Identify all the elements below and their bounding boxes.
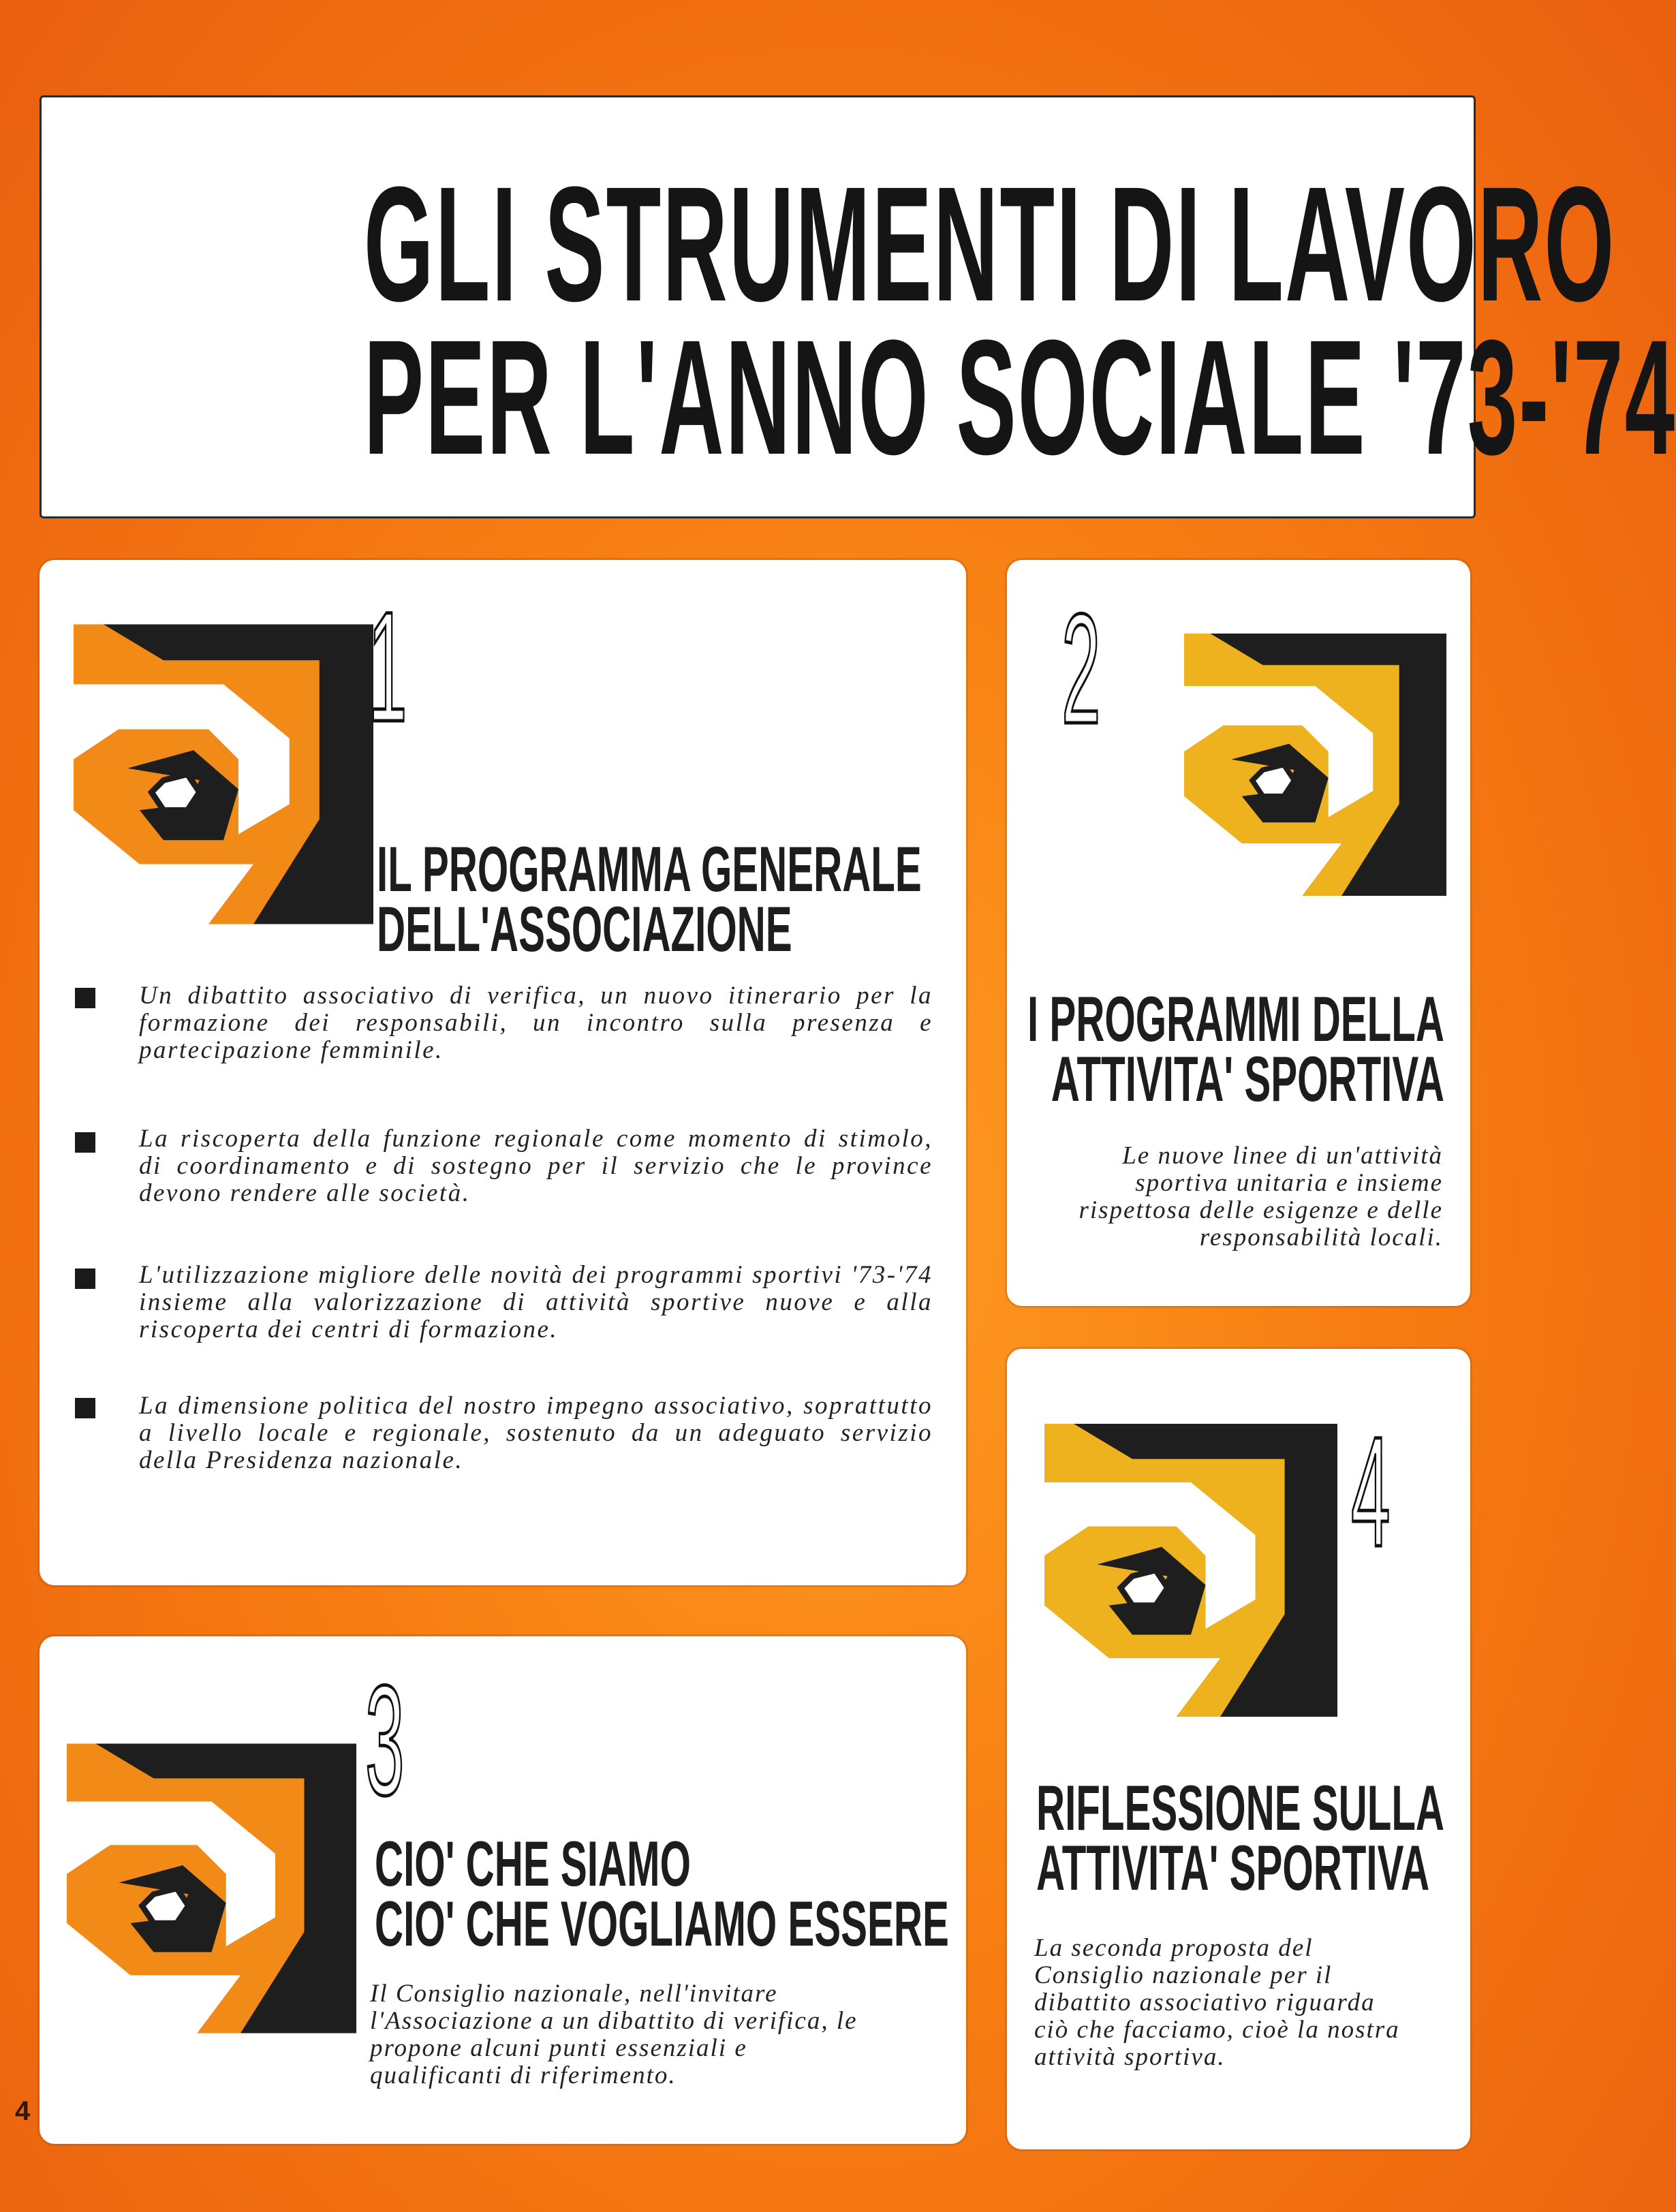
title-line-1: GLI STRUMENTI DI LAVORO	[363, 153, 1616, 335]
section-1-bullet-4: La dimensione politica del nostro impegno associativo, soprattutto a livello locale e regionale, sostenuto da un adeguato servizio della Presidenza nazionale.	[139, 1392, 933, 1474]
section-2-heading-line-2: ATTIVITA' SPORTIVA	[1051, 1043, 1444, 1115]
bullet-marker	[75, 1398, 95, 1418]
section-1-bullet-2: La riscoperta della funzione regionale come momento di stimolo, di coordinamento e di sostegno per il servizio che le province devono rendere alle società.	[139, 1125, 933, 1207]
section-2-heading-line-1: I PROGRAMMI DELLA	[1027, 983, 1444, 1055]
title-line-2: PER L'ANNO SOCIALE '73-'74	[363, 306, 1676, 488]
section-2-text: Le nuove linee di un'attività sportiva unitaria e insieme rispettosa delle esigenze e delle responsabilità locali.	[1078, 1142, 1443, 1251]
section-1-panel	[40, 560, 966, 1585]
section-2-panel	[1007, 560, 1470, 1306]
bullet-marker	[75, 988, 95, 1008]
section-1-bullet-1: Un dibattito associativo di verifica, un nuovo itinerario per la formazione dei responsabili, un incontro sulla presenza e partecipazione femminile.	[139, 982, 933, 1064]
section-1-heading-line-1: IL PROGRAMMA GENERALE	[377, 833, 922, 905]
section-3-text: Il Consiglio nazionale, nell'invitare l'Associazione a un dibattito di verifica, le propone alcuni punti essenziali e qualificanti di riferimento.	[370, 1980, 858, 2089]
section-3-heading-line-2: CIO' CHE VOGLIAMO ESSERE	[375, 1888, 949, 1959]
section-4-panel	[1007, 1349, 1470, 2149]
section-4-text: La seconda proposta del Consiglio nazionale per il dibattito associativo riguarda ciò che facciamo, cioè la nostra attività sportiva.	[1034, 1934, 1400, 2071]
section-1-number: 1	[368, 579, 407, 754]
section-3-panel	[40, 1636, 966, 2144]
bullet-marker	[75, 1268, 95, 1289]
section-2-number: 2	[1061, 581, 1101, 756]
section-3-number: 3	[365, 1653, 405, 1828]
section-1-heading-line-2: DELL'ASSOCIAZIONE	[377, 893, 792, 965]
section-4-heading-line-1: RIFLESSIONE SULLA	[1036, 1772, 1445, 1843]
spiral-logo-icon	[1044, 1380, 1337, 1761]
section-4-heading-line-2: ATTIVITA' SPORTIVA	[1036, 1832, 1430, 1903]
title-box	[40, 95, 1676, 518]
spiral-logo-icon	[67, 1677, 356, 2100]
section-4-number: 4	[1351, 1404, 1391, 1579]
section-1-bullet-3: L'utilizzazione migliore delle novità dei programmi sportivi '73-'74 insieme alla valorizzazione di attività sportive nuove e alla riscoperta dei centri di formazione.	[139, 1261, 933, 1343]
section-3-heading-line-1: CIO' CHE SIAMO	[375, 1828, 691, 1899]
spiral-logo-icon	[1184, 586, 1446, 944]
bullet-marker	[75, 1132, 95, 1153]
page-number: 4	[15, 2096, 31, 2126]
spiral-logo-icon	[74, 589, 373, 960]
